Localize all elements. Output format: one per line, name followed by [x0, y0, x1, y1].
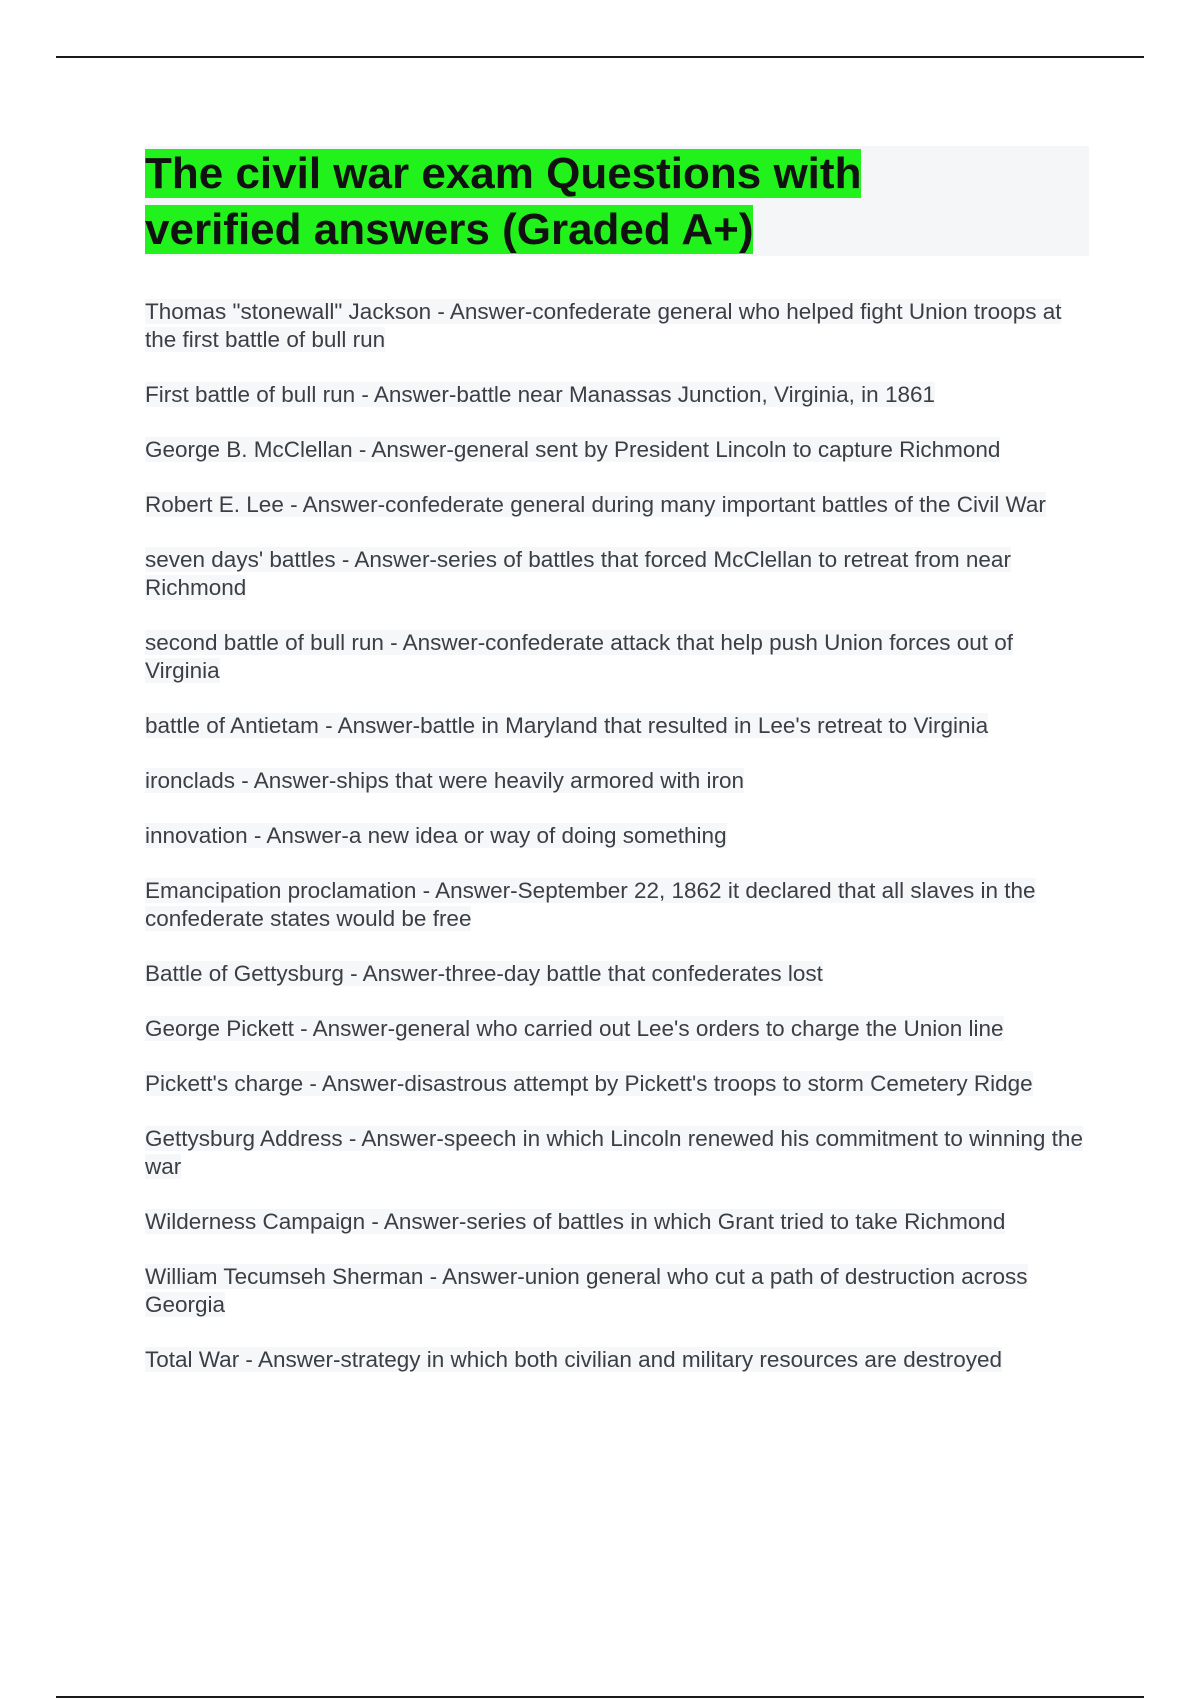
qa-item: innovation - Answer-a new idea or way of doing something [145, 823, 727, 848]
qa-item: Total War - Answer-strategy in which both civilian and military resources are destroyed [145, 1347, 1003, 1372]
qa-list [145, 298, 1089, 1374]
qa-item: William Tecumseh Sherman - Answer-union general who cut a path of destruction across Georgia [145, 1264, 1028, 1317]
qa-item: ironclads - Answer-ships that were heavily armored with iron [145, 768, 744, 793]
qa-item: First battle of bull run - Answer-battle near Manassas Junction, Virginia, in 1861 [145, 382, 935, 407]
qa-item: George B. McClellan - Answer-general sent by President Lincoln to capture Richmond [145, 437, 1001, 462]
bottom-rule [56, 1696, 1144, 1698]
qa-item: Robert E. Lee - Answer-confederate general during many important battles of the Civil War [145, 492, 1046, 517]
title-line-2: verified answers (Graded A+) [145, 205, 754, 254]
qa-item: Gettysburg Address - Answer-speech in which Lincoln renewed his commitment to winning the war [145, 1126, 1083, 1179]
qa-item: Emancipation proclamation - Answer-September 22, 1862 it declared that all slaves in the confederate states would be free [145, 878, 1036, 931]
title-block [145, 146, 1089, 256]
qa-item: Wilderness Campaign - Answer-series of battles in which Grant tried to take Richmond [145, 1209, 1006, 1234]
document-body [145, 146, 1089, 1401]
qa-item: Battle of Gettysburg - Answer-three-day battle that confederates lost [145, 961, 823, 986]
qa-item: seven days' battles - Answer-series of battles that forced McClellan to retreat from near Richmond [145, 547, 1011, 600]
qa-item: Pickett's charge - Answer-disastrous attempt by Pickett's troops to storm Cemetery Ridge [145, 1071, 1033, 1096]
top-rule [56, 56, 1144, 58]
qa-item: battle of Antietam - Answer-battle in Maryland that resulted in Lee's retreat to Virginia [145, 713, 989, 738]
title-line-1: The civil war exam Questions with [145, 149, 862, 198]
document-title [145, 146, 1089, 258]
qa-item: second battle of bull run - Answer-confederate attack that help push Union forces out of Virginia [145, 630, 1014, 683]
qa-item: George Pickett - Answer-general who carried out Lee's orders to charge the Union line [145, 1016, 1004, 1041]
qa-item: Thomas "stonewall" Jackson - Answer-confederate general who helped fight Union troops at the first battle of bull run [145, 299, 1062, 352]
